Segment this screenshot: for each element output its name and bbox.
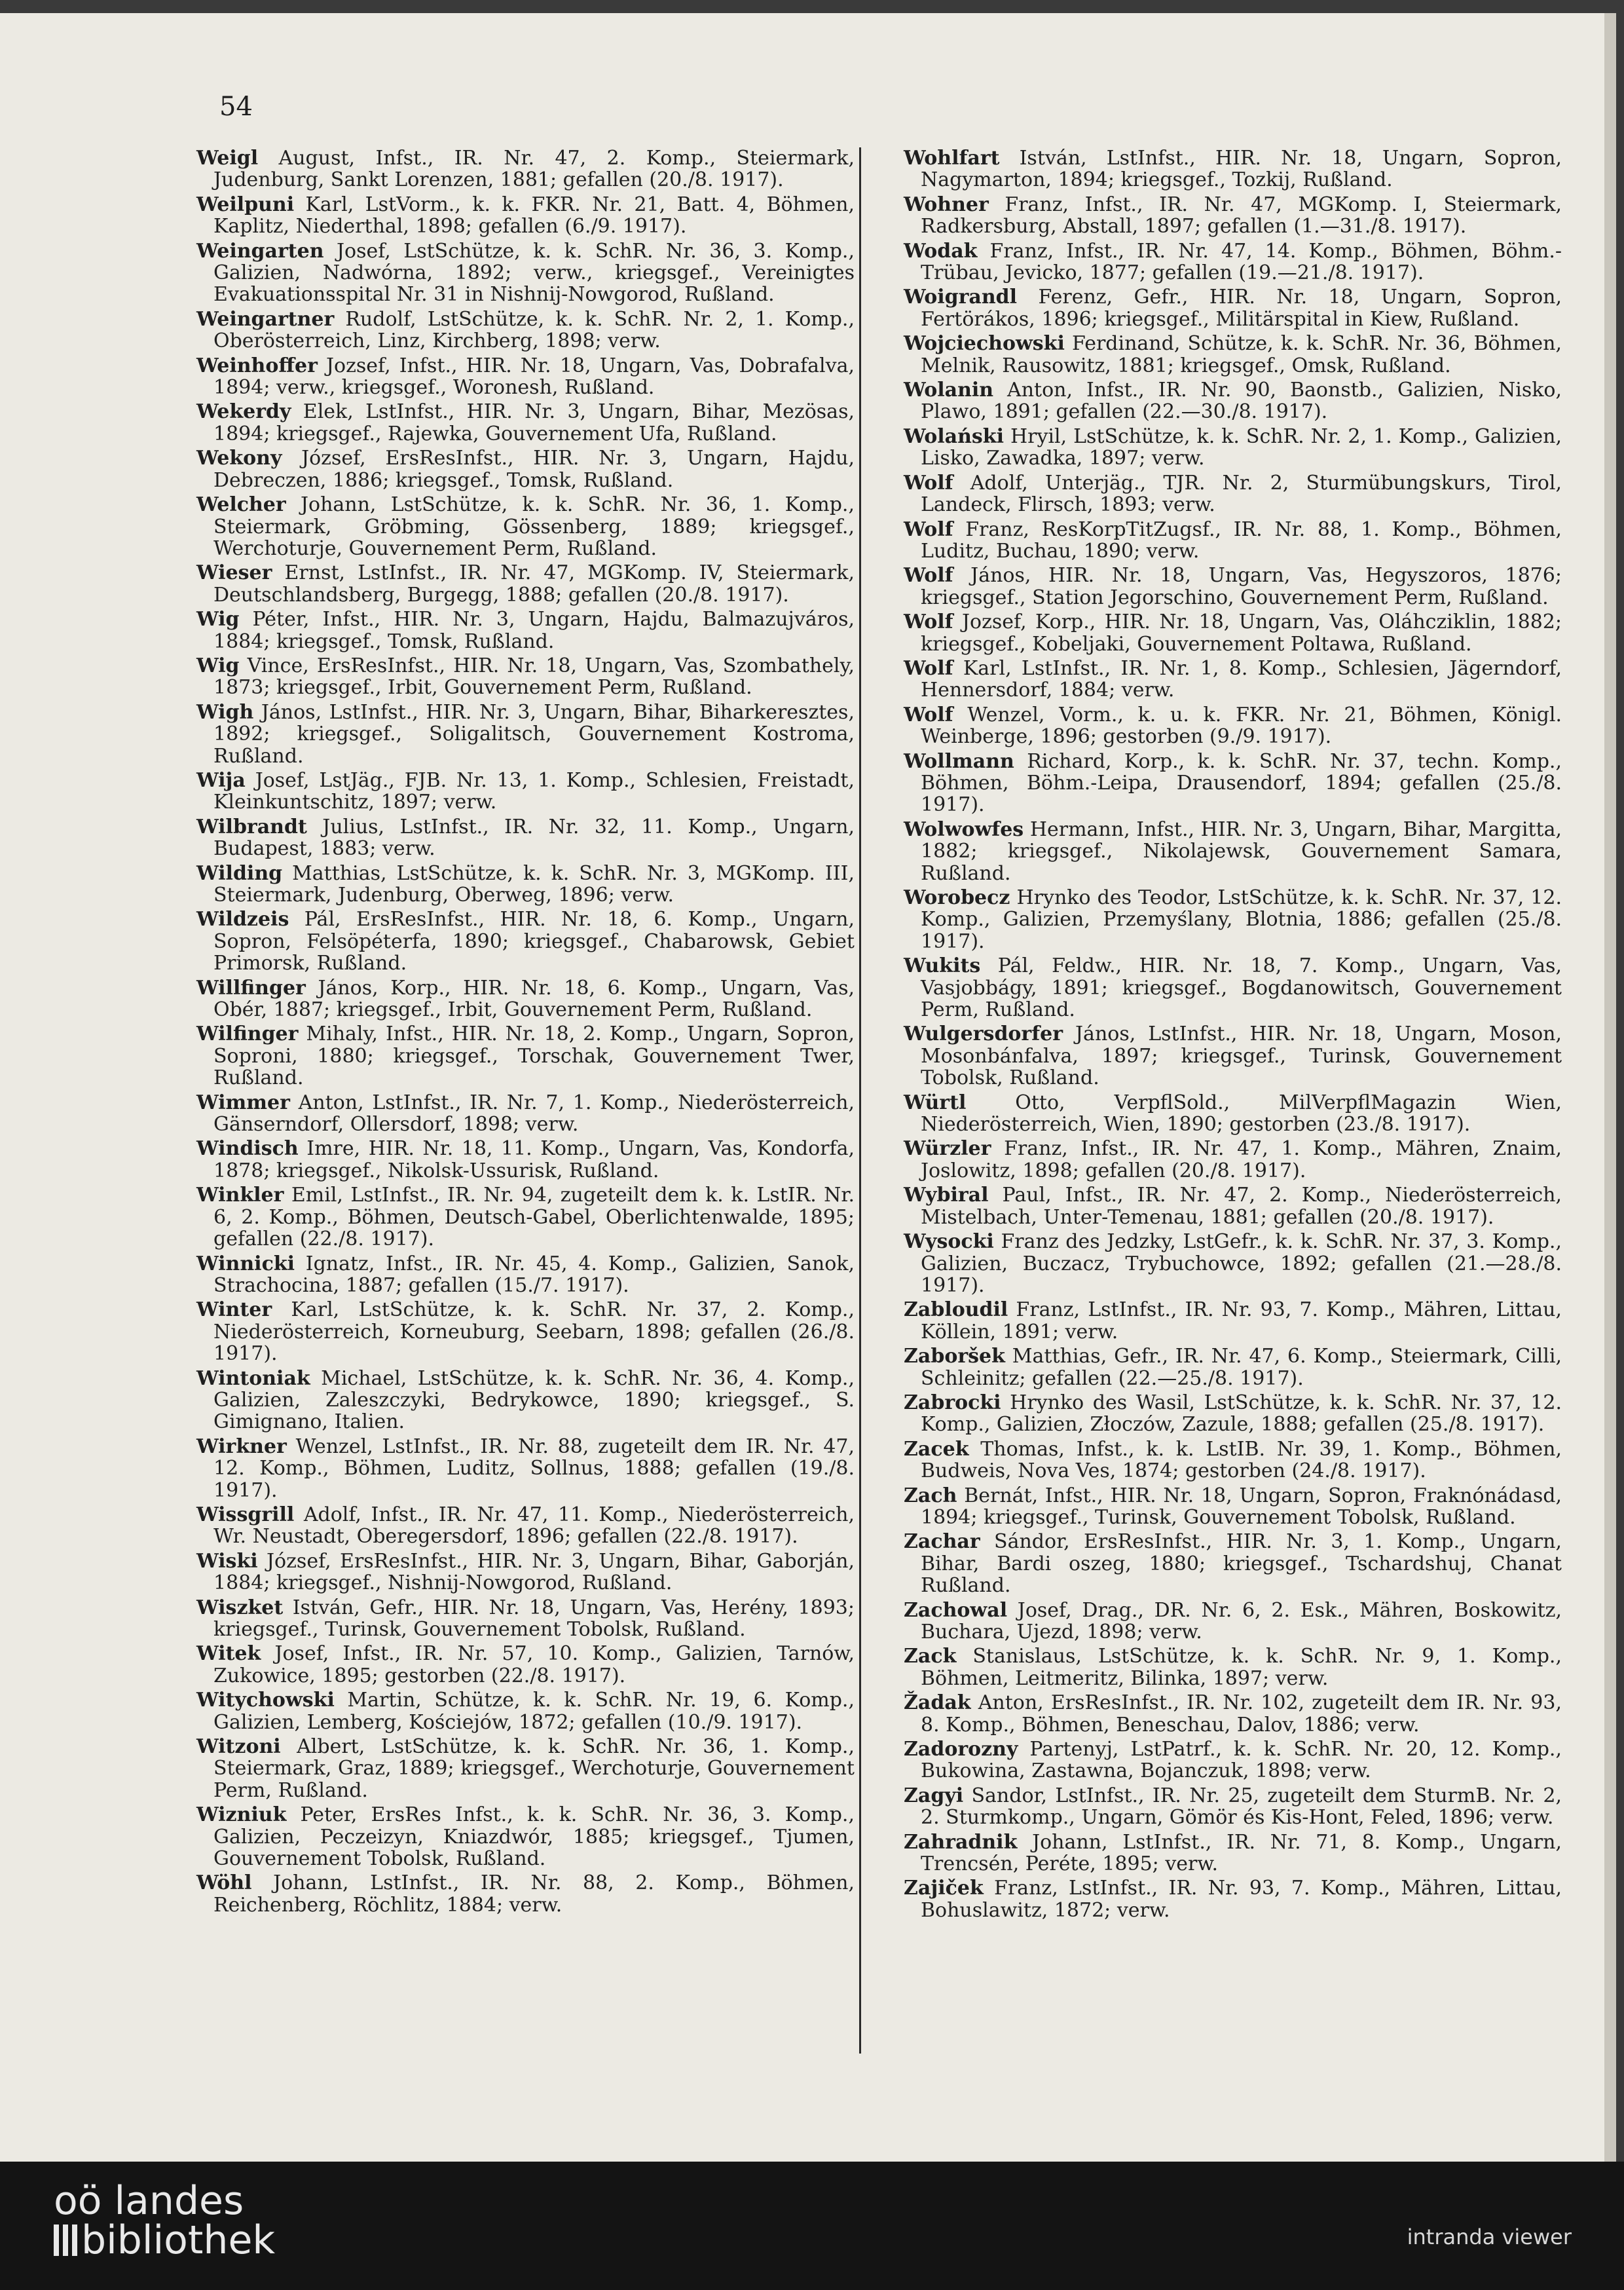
entry-details: Matthias, LstSchütze, k. k. SchR. Nr. 3, MGKomp. III, Steiermark, Judenburg, Oberweg, 1896; verw.	[213, 861, 855, 907]
entry-surname: Zabrocki	[904, 1391, 1001, 1414]
register-entry	[196, 1436, 855, 1501]
entry-surname: Wolanin	[904, 379, 994, 402]
entry-details: Ferenz, Gefr., HIR. Nr. 18, Ungarn, Sopron, Fertörákos, 1896; kriegsgef., Militärspital in Kiew, Rußland.	[921, 286, 1562, 331]
brand-line-2: bibliothek	[81, 2217, 276, 2263]
register-entry	[196, 194, 855, 238]
entry-surname: Wolf	[904, 610, 953, 634]
register-entry	[196, 1736, 855, 1801]
entry-details: Matthias, Gefr., IR. Nr. 47, 6. Komp., Steiermark, Cilli, Schleinitz; gefallen (22.—25./8. 1917).	[921, 1345, 1562, 1390]
register-entry	[904, 194, 1562, 238]
entry-surname: Wöhl	[196, 1871, 252, 1895]
entry-details: Péter, Infst., HIR. Nr. 3, Ungarn, Hajdu, Balmazujváros, 1884; kriegsgef., Tomsk, Rußland.	[213, 608, 855, 653]
entry-surname: Zadorozny	[904, 1738, 1018, 1761]
entry-surname: Wija	[196, 768, 246, 792]
entry-surname: Zabloudil	[904, 1298, 1008, 1322]
register-entry	[196, 494, 855, 559]
register-entry	[196, 1023, 855, 1089]
brand-line-1: oö landes	[54, 2178, 244, 2224]
register-entry	[904, 887, 1562, 952]
register-entry	[196, 309, 855, 352]
left-column	[196, 147, 855, 1919]
register-entry	[904, 1738, 1562, 1782]
entry-surname: Weinhoffer	[196, 354, 318, 377]
register-entry	[904, 819, 1562, 884]
register-entry	[196, 1689, 855, 1733]
entry-details: Mihaly, Infst., HIR. Nr. 18, 2. Komp., Ungarn, Sopron, Soproni, 1880; kriegsgef., Torschak, Gouvernement Twer, Rußland.	[213, 1023, 855, 1090]
entry-details: Hryil, LstSchütze, k. k. SchR. Nr. 2, 1. Komp., Galizien, Lisko, Zawadka, 1897; verw.	[921, 424, 1562, 470]
register-entry	[904, 1877, 1562, 1921]
entry-details: Ferdinand, Schütze, k. k. SchR. Nr. 36, Böhmen, Melnik, Rausowitz, 1881; kriegsgef., Omsk, Rußland.	[921, 332, 1562, 377]
entry-surname: Wollmann	[904, 749, 1014, 773]
entry-surname: Wukits	[904, 954, 981, 978]
register-entry	[904, 1785, 1562, 1829]
register-entry	[904, 611, 1562, 655]
entry-surname: Wig	[196, 608, 240, 631]
entry-details: Pál, Feldw., HIR. Nr. 18, 7. Komp., Ungarn, Vas, Vasjobbágy, 1891; kriegsgef., Bogdanowitsch, Gouvernement Perm, Rußland.	[921, 954, 1562, 1022]
entry-surname: Wig	[196, 654, 240, 677]
entry-surname: Weingarten	[196, 239, 324, 263]
entry-details: Josef, LstSchütze, k. k. SchR. Nr. 36, 3. Komp., Galizien, Nadwórna, 1892; verw., kriegsgef., Vereinigtes Evakuationsspital Nr. 31 in Nishnij-Nowgorod, Rußland.	[213, 239, 855, 307]
entry-details: Anton, LstInfst., IR. Nr. 7, 1. Komp., Niederösterreich, Gänserndorf, Ollersdorf, 1898; verw.	[213, 1091, 855, 1136]
entry-details: Imre, HIR. Nr. 18, 11. Komp., Ungarn, Vas, Kondorfa, 1878; kriegsgef., Nikolsk-Ussurisk, Rußland.	[213, 1137, 855, 1182]
register-entry	[196, 816, 855, 860]
register-entry	[196, 1504, 855, 1548]
register-entry	[904, 1184, 1562, 1228]
entry-surname: Wildzeis	[196, 908, 289, 931]
entry-surname: Wolański	[904, 424, 1004, 448]
entry-surname: Witychowski	[196, 1689, 335, 1712]
register-entry	[904, 955, 1562, 1021]
register-entry	[904, 1692, 1562, 1736]
register-entry	[196, 1804, 855, 1869]
entry-details: Bernát, Infst., HIR. Nr. 18, Ungarn, Sopron, Fraknónádasd, 1894; kriegsgef., Turinsk, Gouvernement Tobolsk, Rußland.	[921, 1484, 1562, 1529]
entry-details: Stanislaus, LstSchütze, k. k. SchR. Nr. 9, 1. Komp., Böhmen, Leitmeritz, Bilinka, 1897; verw.	[921, 1645, 1562, 1690]
register-entry	[196, 1092, 855, 1136]
entry-details: Emil, LstInfst., IR. Nr. 94, zugeteilt dem k. k. LstIR. Nr. 6, 2. Komp., Böhmen, Deutsch-Gabel, Oberlichtenwalde, 1895; gefallen (22./8. 1917).	[213, 1184, 855, 1251]
entry-surname: Zachowal	[904, 1598, 1008, 1622]
register-entry	[196, 702, 855, 767]
logo-bar-icon	[72, 2224, 77, 2256]
entry-surname: Wolwowfes	[904, 817, 1024, 841]
entry-surname: Worobecz	[904, 886, 1010, 909]
register-entry	[196, 655, 855, 699]
register-entry	[904, 333, 1562, 377]
entry-details: Michael, LstSchütze, k. k. SchR. Nr. 36, 4. Komp., Galizien, Zaleszczyki, Bedrykowce, 1890; kriegsgef., S. Gimignano, Italien.	[213, 1366, 855, 1434]
entry-surname: Wieser	[196, 561, 272, 585]
entry-surname: Wiszket	[196, 1596, 284, 1619]
entry-details: Johann, LstInfst., IR. Nr. 71, 8. Komp., Ungarn, Trencsén, Peréte, 1895; verw.	[921, 1830, 1562, 1876]
register-entry	[904, 1831, 1562, 1875]
entry-details: Franz des Jedzky, LstGefr., k. k. SchR. Nr. 37, 3. Komp., Galizien, Buczacz, Trybuchowce, 1892; gefallen (21.—28./8. 1917).	[921, 1230, 1562, 1297]
entry-details: Thomas, Infst., k. k. LstIB. Nr. 39, 1. Komp., Böhmen, Budweis, Nova Ves, 1874; gestorben (24./8. 1917).	[921, 1437, 1562, 1483]
register-entry	[904, 240, 1562, 284]
entry-details: Vince, ErsResInfst., HIR. Nr. 18, Ungarn, Vas, Szombathely, 1873; kriegsgef., Irbit, Gouvernement Perm, Rußland.	[213, 654, 855, 700]
entry-surname: Zajiček	[904, 1877, 984, 1900]
entry-details: Albert, LstSchütze, k. k. SchR. Nr. 36, 1. Komp., Steiermark, Graz, 1889; kriegsgef., Werchoturje, Gouvernement Perm, Rußland.	[213, 1735, 855, 1802]
register-entry	[196, 1138, 855, 1182]
entry-surname: Wybiral	[904, 1184, 989, 1207]
entry-surname: Žadak	[904, 1691, 971, 1715]
logo-bar-icon	[63, 2224, 68, 2256]
entry-surname: Wojciechowski	[904, 332, 1065, 356]
entry-surname: Weigl	[196, 147, 259, 170]
page-number: 54	[219, 92, 253, 122]
entry-surname: Zagyi	[904, 1784, 964, 1807]
entry-details: Pál, ErsResInfst., HIR. Nr. 18, 6. Komp., Ungarn, Sopron, Felsöpéterfa, 1890; kriegsgef., Chabarowsk, Gebiet Primorsk, Rußland.	[213, 908, 855, 975]
register-entry	[196, 977, 855, 1021]
entry-surname: Wimmer	[196, 1091, 290, 1114]
register-entry	[904, 286, 1562, 330]
register-entry	[196, 909, 855, 974]
entry-surname: Würzler	[904, 1137, 991, 1161]
entry-surname: Wolf	[904, 564, 953, 588]
entry-surname: Wissgrill	[196, 1503, 295, 1526]
entry-surname: Windisch	[196, 1137, 299, 1161]
register-entry	[904, 1092, 1562, 1136]
register-entry	[904, 1531, 1562, 1596]
entry-surname: Winter	[196, 1298, 272, 1322]
entry-details: Paul, Infst., IR. Nr. 47, 2. Komp., Niederösterreich, Mistelbach, Unter-Temenau, 1881; gefallen (20./8. 1917).	[921, 1184, 1562, 1229]
entry-surname: Wilfinger	[196, 1023, 299, 1046]
entry-surname: Wintoniak	[196, 1366, 310, 1390]
entry-details: Hrynko des Wasil, LstSchütze, k. k. SchR. Nr. 37, 12. Komp., Galizien, Złoczów, Zazule, 1888; gefallen (25./8. 1917).	[921, 1391, 1562, 1436]
entry-details: Josef, Infst., IR. Nr. 57, 10. Komp., Galizien, Tarnów, Zukowice, 1895; gestorben (22./8. 1917).	[213, 1642, 855, 1687]
entry-surname: Zahradnik	[904, 1830, 1018, 1854]
register-entry	[196, 863, 855, 907]
entry-surname: Willfinger	[196, 976, 306, 1000]
register-entry	[904, 1345, 1562, 1389]
register-entry	[904, 1138, 1562, 1182]
entry-surname: Zach	[904, 1484, 957, 1507]
register-entry	[196, 609, 855, 652]
register-entry	[196, 1253, 855, 1297]
register-entry	[196, 240, 855, 306]
entry-details: Richard, Korp., k. k. SchR. Nr. 37, techn. Komp., Böhmen, Böhm.-Leipa, Drausendorf, 1894; gefallen (25./8. 1917).	[921, 749, 1562, 817]
viewer-footer	[0, 2162, 1624, 2290]
entry-details: Otto, VerpflSold., MilVerpflMagazin Wien, Niederösterreich, Wien, 1890; gestorben (23./8. 1917).	[921, 1091, 1562, 1136]
entry-details: Peter, ErsRes Infst., k. k. SchR. Nr. 36, 3. Komp., Galizien, Peczeizyn, Kniazdwór, 1885; kriegsgef., Tjumen, Gouvernement Tobolsk, Rußland.	[213, 1803, 855, 1871]
entry-details: János, LstInfst., HIR. Nr. 3, Ungarn, Bihar, Biharkeresztes, 1892; kriegsgef., Soligalitsch, Gouvernement Kostroma, Rußland.	[213, 700, 855, 768]
entry-details: János, LstInfst., HIR. Nr. 18, Ungarn, Moson, Mosonbánfalva, 1897; kriegsgef., Turinsk, Gouvernement Tobolsk, Rußland.	[921, 1023, 1562, 1090]
entry-surname: Weingartner	[196, 307, 335, 331]
register-entry	[196, 1299, 855, 1364]
entry-surname: Würtl	[904, 1091, 967, 1114]
entry-surname: Wilding	[196, 861, 283, 885]
register-entry	[196, 401, 855, 445]
register-entry	[904, 751, 1562, 816]
register-entry	[196, 355, 855, 399]
entry-surname: Winnicki	[196, 1252, 295, 1275]
entry-details: Martin, Schütze, k. k. SchR. Nr. 19, 6. Komp., Galizien, Lemberg, Kościejów, 1872; gefallen (10./9. 1917).	[213, 1689, 855, 1734]
register-entry	[904, 472, 1562, 516]
register-entry	[904, 1299, 1562, 1343]
entry-surname: Wekony	[196, 447, 282, 470]
entry-surname: Wulgersdorfer	[904, 1023, 1063, 1046]
entry-surname: Woigrandl	[904, 286, 1018, 309]
register-entry	[196, 1368, 855, 1433]
entry-details: Sandor, LstInfst., IR. Nr. 25, zugeteilt dem SturmB. Nr. 2, 2. Sturmkomp., Ungarn, Gömör és Kis-Hont, Feled, 1896; verw.	[921, 1784, 1562, 1830]
register-entry	[904, 704, 1562, 748]
entry-surname: Witzoni	[196, 1735, 281, 1759]
entry-surname: Wolf	[904, 517, 953, 541]
entry-details: János, Korp., HIR. Nr. 18, 6. Komp., Ungarn, Vas, Obér, 1887; kriegsgef., Irbit, Gouvernement Perm, Rußland.	[213, 976, 855, 1022]
entry-details: Sándor, ErsResInfst., HIR. Nr. 3, 1. Komp., Ungarn, Bihar, Bardi oszeg, 1880; kriegsgef., Tschardshuj, Chanat Rußland.	[921, 1530, 1562, 1598]
entry-details: Julius, LstInfst., IR. Nr. 32, 11. Komp., Ungarn, Budapest, 1883; verw.	[213, 815, 855, 861]
register-entry	[904, 1645, 1562, 1689]
entry-details: Rudolf, LstSchütze, k. k. SchR. Nr. 2, 1. Komp., Oberösterreich, Linz, Kirchberg, 1898; verw.	[213, 307, 855, 353]
entry-details: Johann, LstInfst., IR. Nr. 88, 2. Komp., Böhmen, Reichenberg, Röchlitz, 1884; verw.	[213, 1871, 855, 1917]
entry-details: Jozsef, Infst., HIR. Nr. 18, Ungarn, Vas, Dobrafalva, 1894; verw., kriegsgef., Woronesh, Rußland.	[213, 354, 855, 400]
entry-details: Adolf, Infst., IR. Nr. 47, 11. Komp., Niederösterreich, Wr. Neustadt, Oberegersdorf, 1896; gefallen (22./8. 1917).	[213, 1503, 855, 1549]
register-entry	[196, 1550, 855, 1594]
entry-surname: Wohlfart	[904, 147, 1000, 170]
register-entry	[904, 1231, 1562, 1296]
document-page	[0, 13, 1616, 2162]
entry-surname: Zaboršek	[904, 1345, 1005, 1368]
register-entry	[196, 1184, 855, 1250]
entry-surname: Weilpuni	[196, 193, 295, 216]
entry-surname: Wizniuk	[196, 1803, 287, 1827]
register-entry	[196, 562, 855, 606]
entry-surname: Zacek	[904, 1437, 969, 1461]
entry-details: István, Gefr., HIR. Nr. 18, Ungarn, Vas, Herény, 1893; kriegsgef., Turinsk, Gouvernement Tobolsk, Rußland.	[213, 1596, 855, 1641]
entry-details: Ernst, LstInfst., IR. Nr. 47, MGKomp. IV, Steiermark, Deutschlandsberg, Burgegg, 1888; gefallen (20./8. 1917).	[213, 561, 855, 607]
viewer-label[interactable]: intranda viewer	[1407, 2224, 1572, 2249]
entry-details: Ignatz, Infst., IR. Nr. 45, 4. Komp., Galizien, Sanok, Strachocina, 1887; gefallen (15./7. 1917).	[213, 1252, 855, 1297]
entry-surname: Welcher	[196, 493, 286, 517]
right-column	[904, 147, 1562, 1924]
entry-details: Hermann, Infst., HIR. Nr. 3, Ungarn, Bihar, Margitta, 1882; kriegsgef., Nikolajewsk, Gouvernement Samara, Rußland.	[921, 817, 1562, 885]
entry-details: Wenzel, LstInfst., IR. Nr. 88, zugeteilt dem IR. Nr. 47, 12. Komp., Böhmen, Luditz, Sollnus, 1888; gefallen (19./8. 1917).	[213, 1435, 855, 1502]
register-entry	[904, 1600, 1562, 1643]
entry-surname: Zachar	[904, 1530, 980, 1554]
entry-surname: Wolf	[904, 656, 953, 680]
register-entry	[904, 1485, 1562, 1529]
entry-surname: Wolf	[904, 703, 953, 726]
entry-details: Karl, LstVorm., k. k. FKR. Nr. 21, Batt. 4, Böhmen, Kaplitz, Niederthal, 1898; gefallen (6./9. 1917).	[213, 193, 855, 238]
entry-details: József, ErsResInfst., HIR. Nr. 3, Ungarn, Bihar, Gaborján, 1884; kriegsgef., Nishnij-Nowgorod, Rußland.	[213, 1549, 855, 1595]
register-entry	[196, 1872, 855, 1916]
entry-details: Anton, Infst., IR. Nr. 90, Baonstb., Galizien, Nisko, Plawo, 1891; gefallen (22.—30./8. 1917).	[921, 379, 1562, 424]
column-divider	[859, 147, 861, 2054]
entry-surname: Wodak	[904, 239, 978, 263]
register-entry	[904, 147, 1562, 191]
entry-details: Franz, LstInfst., IR. Nr. 93, 7. Komp., Mähren, Littau, Köllein, 1891; verw.	[921, 1298, 1562, 1343]
register-entry	[904, 565, 1562, 609]
entry-surname: Wilbrandt	[196, 815, 307, 838]
entry-details: Josef, LstJäg., FJB. Nr. 13, 1. Komp., Schlesien, Freistadt, Kleinkuntschitz, 1897; verw.	[213, 768, 855, 814]
library-logo[interactable]	[54, 2178, 276, 2263]
entry-details: Franz, Infst., IR. Nr. 47, MGKomp. I, Steiermark, Radkersburg, Abstall, 1897; gefallen (1.—31./8. 1917).	[921, 193, 1562, 238]
entry-details: István, LstInfst., HIR. Nr. 18, Ungarn, Sopron, Nagymarton, 1894; kriegsgef., Tozkij, Rußland.	[921, 147, 1562, 192]
register-entry	[196, 447, 855, 491]
logo-bar-icon	[54, 2224, 59, 2256]
entry-details: József, ErsResInfst., HIR. Nr. 3, Ungarn, Hajdu, Debreczen, 1886; kriegsgef., Tomsk, Rußland.	[213, 447, 855, 492]
entry-surname: Wohner	[904, 193, 989, 216]
register-entry	[196, 1597, 855, 1641]
entry-surname: Winkler	[196, 1184, 284, 1207]
entry-details: Franz, ResKorpTitZugsf., IR. Nr. 88, 1. Komp., Böhmen, Luditz, Buchau, 1890; verw.	[921, 517, 1562, 563]
entry-surname: Wiski	[196, 1549, 258, 1573]
register-entry	[196, 147, 855, 191]
register-entry	[904, 1438, 1562, 1482]
entry-details: Johann, LstSchütze, k. k. SchR. Nr. 36, 1. Komp., Steiermark, Gröbming, Gössenberg, 1889; kriegsgef., Werchoturje, Gouvernement Perm, Rußland.	[213, 493, 855, 560]
register-entry	[904, 519, 1562, 563]
entry-surname: Wekerdy	[196, 400, 291, 424]
entry-surname: Zack	[904, 1645, 957, 1668]
register-entry	[904, 379, 1562, 423]
entry-details: Wenzel, Vorm., k. u. k. FKR. Nr. 21, Böhmen, Königl. Weinberge, 1896; gestorben (9./9. 1917).	[921, 703, 1562, 749]
entry-surname: Wysocki	[904, 1230, 994, 1254]
register-entry	[904, 1023, 1562, 1089]
entry-details: Karl, LstInfst., IR. Nr. 1, 8. Komp., Schlesien, Jägerndorf, Hennersdorf, 1884; verw.	[921, 656, 1562, 702]
entry-details: Karl, LstSchütze, k. k. SchR. Nr. 37, 2. Komp., Niederösterreich, Korneuburg, Seebarn, 1898; gefallen (26./8. 1917).	[213, 1298, 855, 1366]
entry-surname: Wirkner	[196, 1435, 287, 1458]
register-entry	[904, 1392, 1562, 1436]
register-entry	[196, 1643, 855, 1687]
entry-details: Elek, LstInfst., HIR. Nr. 3, Ungarn, Bihar, Mezösas, 1894; kriegsgef., Rajewka, Gouvernement Ufa, Rußland.	[213, 400, 855, 445]
entry-details: Josef, Drag., DR. Nr. 6, 2. Esk., Mähren, Boskowitz, Buchara, Ujezd, 1898; verw.	[921, 1598, 1562, 1643]
entry-details: Hrynko des Teodor, LstSchütze, k. k. SchR. Nr. 37, 12. Komp., Galizien, Przemyślany, Blotnia, 1886; gefallen (25./8. 1917).	[921, 886, 1562, 953]
entry-details: Partenyj, LstPatrf., k. k. SchR. Nr. 20, 12. Komp., Bukowina, Zastawna, Bojanczuk, 1898; verw.	[921, 1738, 1562, 1783]
entry-details: Franz, LstInfst., IR. Nr. 93, 7. Komp., Mähren, Littau, Bohuslawitz, 1872; verw.	[921, 1877, 1562, 1922]
register-entry	[904, 658, 1562, 702]
register-entry	[196, 770, 855, 814]
entry-surname: Wolf	[904, 471, 953, 495]
entry-details: Franz, Infst., IR. Nr. 47, 14. Komp., Böhmen, Böhm.-Trübau, Jevicko, 1877; gefallen (19.—21./8. 1917).	[921, 239, 1562, 285]
entry-details: Anton, ErsResInfst., IR. Nr. 102, zugeteilt dem IR. Nr. 93, 8. Komp., Böhmen, Beneschau, Dalov, 1886; verw.	[921, 1691, 1562, 1736]
register-entry	[904, 426, 1562, 470]
entry-surname: Wigh	[196, 700, 254, 724]
entry-details: August, Infst., IR. Nr. 47, 2. Komp., Steiermark, Judenburg, Sankt Lorenzen, 1881; gefallen (20./8. 1917).	[213, 147, 855, 192]
entry-details: Franz, Infst., IR. Nr. 47, 1. Komp., Mähren, Znaim, Joslowitz, 1898; gefallen (20./8. 1917).	[921, 1137, 1562, 1182]
entry-details: Adolf, Unterjäg., TJR. Nr. 2, Sturmübungskurs, Tirol, Landeck, Flirsch, 1893; verw.	[921, 471, 1562, 517]
entry-details: Jozsef, Korp., HIR. Nr. 18, Ungarn, Vas, Oláhcziklin, 1882; kriegsgef., Kobeljaki, Gouvernement Poltawa, Rußland.	[921, 610, 1562, 656]
entry-surname: Witek	[196, 1642, 261, 1666]
entry-details: János, HIR. Nr. 18, Ungarn, Vas, Hegyszoros, 1876; kriegsgef., Station Jegorschino, Gouvernement Perm, Rußland.	[921, 564, 1562, 609]
